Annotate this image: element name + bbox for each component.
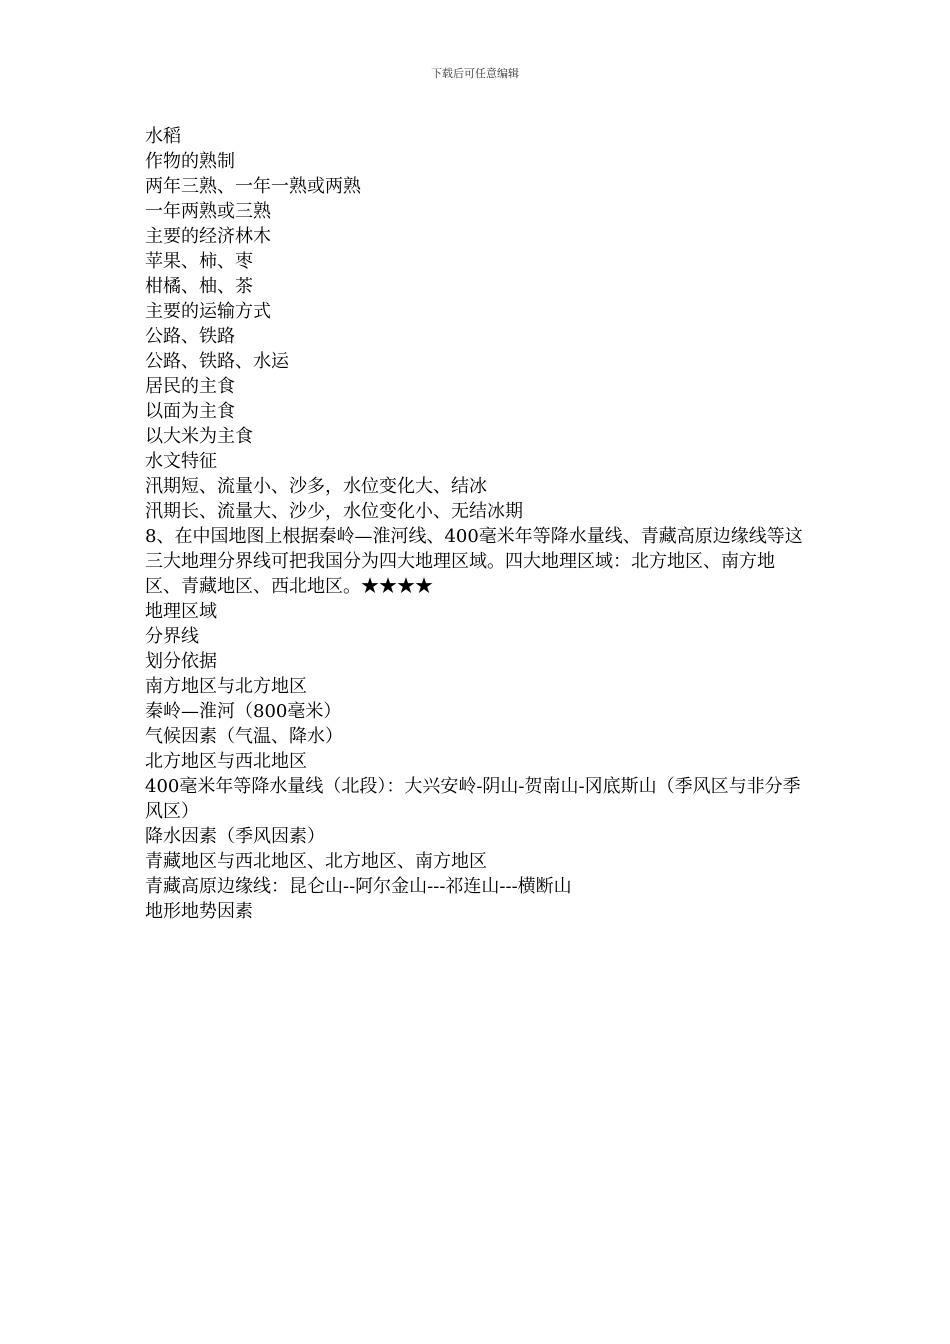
text-line: 作物的熟制 [145,151,235,172]
table-cell: 北方地区与西北地区 [145,751,307,772]
text-line: 以大米为主食 [145,426,253,447]
table-cell: 划分依据 [145,651,217,672]
text-line: 居民的主食 [145,376,235,397]
table-cell: 降水因素（季风因素） [145,826,325,847]
text-line: 柑橘、柚、茶 [145,276,253,297]
table-cell: 秦岭—淮河（800毫米） [145,701,342,722]
table-cell: 南方地区与北方地区 [145,676,307,697]
table-cell: 地理区域 [145,601,217,622]
table-cell: 分界线 [145,626,199,647]
document-body [145,124,810,924]
text-line: 公路、铁路、水运 [145,351,289,372]
text-line: 公路、铁路 [145,326,235,347]
text-line: 水稻 [145,126,181,147]
table-cell: 青藏地区与西北地区、北方地区、南方地区 [145,851,487,872]
page-header: 下载后可任意编辑 [431,67,519,80]
text-line: 主要的经济林木 [145,226,271,247]
text-line: 苹果、柿、枣 [145,251,253,272]
text-line: 汛期短、流量小、沙多，水位变化大、结冰 [145,476,487,497]
text-line: 以面为主食 [145,401,235,422]
table-cell: 青藏高原边缘线：昆仑山--阿尔金山---祁连山---横断山 [145,876,572,897]
table-cell: 地形地势因素 [145,901,253,922]
text-line: 主要的运输方式 [145,301,271,322]
table-cell: 气候因素（气温、降水） [145,726,343,747]
text-line: 汛期长、流量大、沙少，水位变化小、无结冰期 [145,501,523,522]
text-line: 两年三熟、一年一熟或两熟 [145,176,361,197]
table-cell: 400毫米年等降水量线（北段）：大兴安岭-阴山-贺南山-冈底斯山（季风区与非分季风区） [145,776,801,822]
text-line: 水文特征 [145,451,217,472]
section-8-paragraph: 8、在中国地图上根据秦岭—淮河线、400毫米年等降水量线、青藏高原边缘线等这三大地理分界线可把我国分为四大地理区域。四大地理区域：北方地区、南方地区、青藏地区、西北地区。★★★★ [145,526,803,597]
text-line: 一年两熟或三熟 [145,201,271,222]
